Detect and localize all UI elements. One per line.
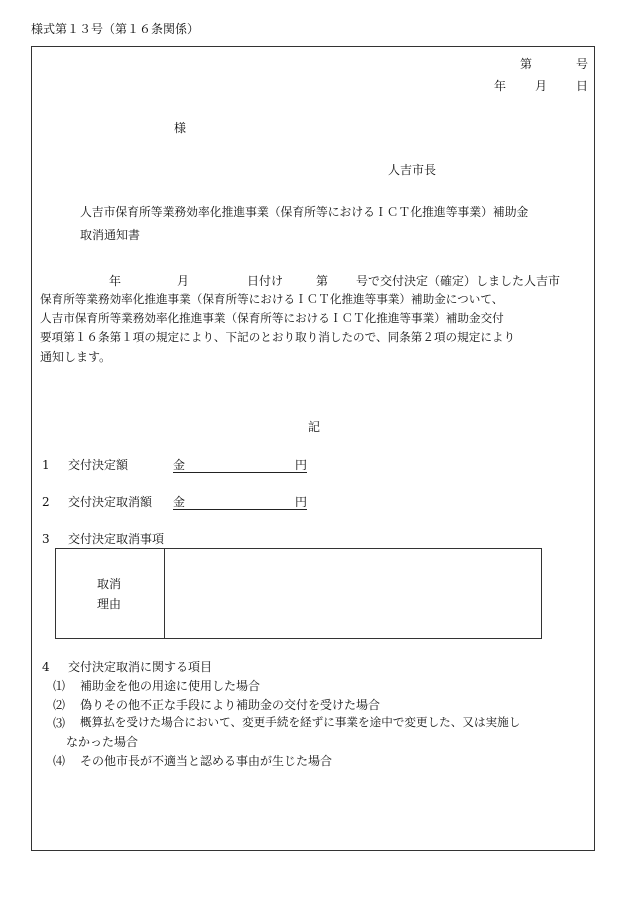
- number-go: 号: [576, 57, 589, 71]
- item-1-kin: 金: [173, 458, 186, 472]
- item-2-kin: 金: [173, 495, 186, 509]
- sub-4-mark: ⑷: [53, 754, 66, 768]
- body-line-1-rest: 号で交付決定（確定）しました人吉市: [356, 274, 561, 288]
- sub-1-text: 補助金を他の用途に使用した場合: [80, 679, 261, 693]
- sub-2-text: 偽りその他不正な手段により補助金の交付を受けた場合: [80, 698, 381, 712]
- body-day: 日付け: [247, 274, 284, 288]
- body-line-4: 要項第１６条第１項の規定により、下記のとおり取り消したので、同条第２項の規定により: [40, 330, 516, 344]
- item-3-label: 交付決定取消事項: [68, 532, 165, 546]
- item-2-number: 2: [42, 495, 50, 509]
- reason-input-area[interactable]: [165, 549, 541, 638]
- body-line-5: 通知します。: [40, 350, 112, 364]
- item-2-amount-line: [173, 494, 307, 510]
- document-frame: [31, 46, 595, 851]
- sub-1-mark: ⑴: [53, 679, 66, 693]
- form-label: 様式第１３号（第１６条関係）: [31, 22, 200, 36]
- item-2-label: 交付決定取消額: [68, 495, 153, 509]
- issuer-name: 人吉市長: [388, 163, 437, 177]
- sub-4-text: その他市長が不適当と認める事由が生じた場合: [80, 754, 333, 768]
- body-line-3: 人吉市保育所等業務効率化推進事業（保育所等におけるＩＣＴ化推進等事業）補助金交付: [40, 311, 504, 325]
- date-year: 年: [494, 79, 507, 93]
- item-1-amount-line: [173, 457, 307, 473]
- addressee-sama: 様: [174, 121, 187, 135]
- item-4-number: 4: [42, 660, 50, 674]
- item-1-en: 円: [294, 458, 307, 472]
- number-dai: 第: [520, 57, 533, 71]
- body-dai: 第: [316, 274, 329, 288]
- item-3-number: 3: [42, 532, 50, 546]
- sub-2-mark: ⑵: [53, 698, 66, 712]
- reason-label-line-2: 理由: [97, 597, 122, 611]
- date-month: 月: [535, 79, 548, 93]
- ki-heading: 記: [308, 420, 321, 434]
- item-1-number: 1: [42, 458, 50, 472]
- item-1-label: 交付決定額: [68, 458, 129, 472]
- title-line-2: 取消通知書: [80, 228, 141, 242]
- body-line-2: 保育所等業務効率化推進事業（保育所等におけるＩＣＴ化推進等事業）補助金について、: [40, 292, 504, 306]
- title-line-1: 人吉市保育所等業務効率化推進事業（保育所等におけるＩＣＴ化推進等事業）補助金: [80, 205, 529, 219]
- reason-label-line-1: 取消: [97, 577, 122, 591]
- item-2-en: 円: [294, 495, 307, 509]
- date-day: 日: [576, 79, 589, 93]
- reason-table: [55, 548, 542, 639]
- sub-3-text: 概算払を受けた場合において、変更手続を経ずに事業を途中で変更した、又は実施し: [80, 715, 521, 729]
- body-year: 年: [109, 274, 122, 288]
- body-month: 月: [177, 274, 190, 288]
- sub-3-text-cont: なかった場合: [66, 735, 139, 749]
- item-4-label: 交付決定取消に関する項目: [68, 660, 213, 674]
- sub-3-mark: ⑶: [53, 716, 66, 730]
